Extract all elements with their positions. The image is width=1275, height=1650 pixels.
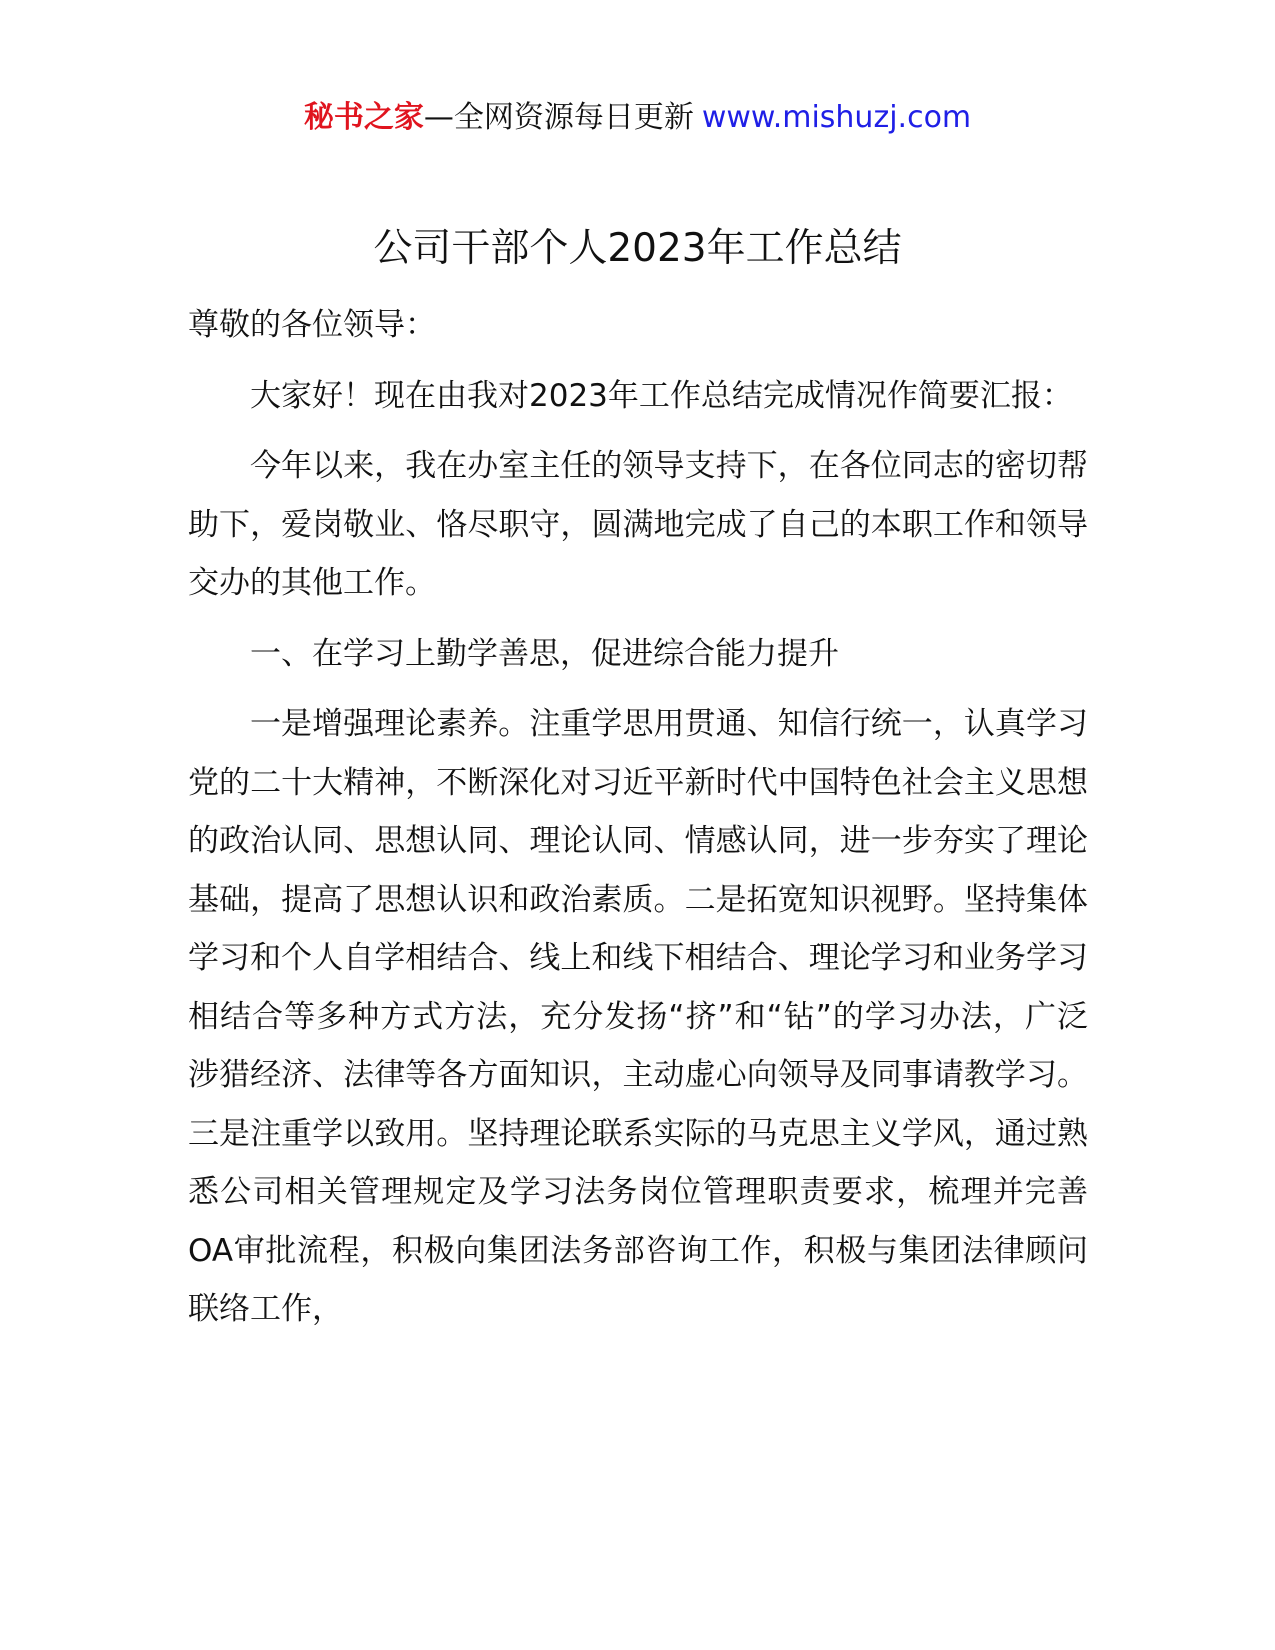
paragraph-study: 一是增强理论素养。注重学思用贯通、知信行统一，认真学习党的二十大精神，不断深化对习近平新时代中国特色社会主义思想的政治认同、思想认同、理论认同、情感认同，进一步夯实了理论基础，提高了思想认识和政治素质。二是拓宽知识视野。坚持集体学习和个人自学相结合、线上和线下相结合、理论学习和业务学习相结合等多种方式方法，充分发扬“挤”和“钻”的学习办法，广泛涉猎经济、法律等各方面知识，主动虚心向领导及同事请教学习。三是注重学以致用。坚持理论联系实际的马克思主义学风，通过熟悉公司相关管理规定及学习法务岗位管理职责要求，梳理并完善OA审批流程，积极向集团法务部咨询工作，积极与集团法律顾问联络工作， bbox=[188, 706, 1088, 1327]
greeting: 尊敬的各位领导： bbox=[188, 307, 436, 343]
paragraph-intro: 大家好！现在由我对2023年工作总结完成情况作简要汇报： bbox=[250, 377, 1073, 414]
brand-name: 秘书之家 bbox=[303, 100, 424, 135]
section-heading-1: 一、在学习上勤学善思，促进综合能力提升 bbox=[250, 635, 839, 672]
header-tagline: —全网资源每日更新 bbox=[423, 100, 694, 135]
document-title: 公司干部个人2023年工作总结 bbox=[373, 226, 902, 271]
site-url-link[interactable]: www.mishuzj.com bbox=[701, 100, 972, 135]
paragraph-summary: 今年以来，我在办室主任的领导支持下，在各位同志的密切帮助下，爱岗敬业、恪尽职守，圆满地完成了自己的本职工作和领导交办的其他工作。 bbox=[188, 448, 1088, 601]
site-header bbox=[0, 98, 1275, 138]
document-body bbox=[188, 296, 1088, 1351]
